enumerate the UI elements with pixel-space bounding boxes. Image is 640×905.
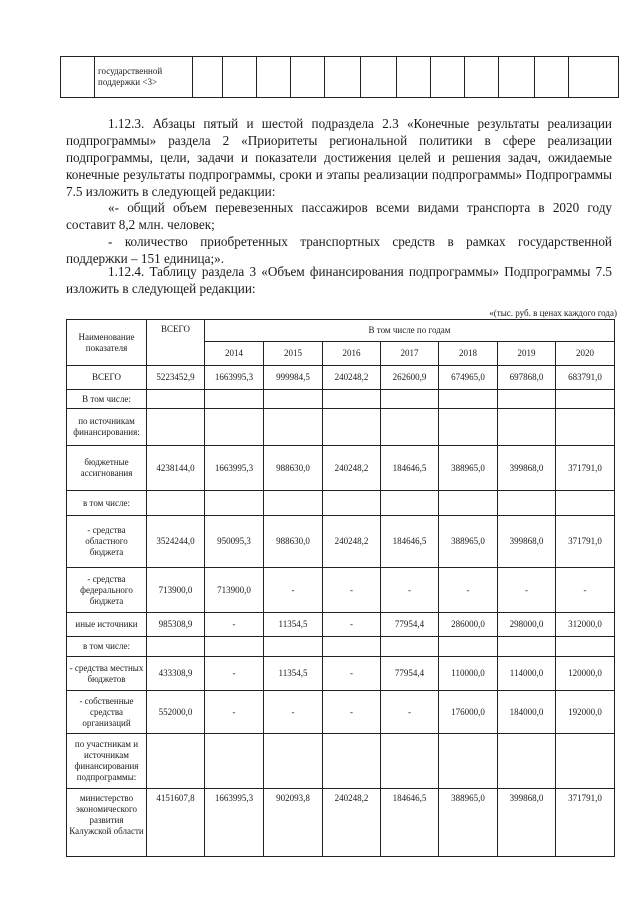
year-value-cell: 399868,0 — [498, 789, 556, 857]
year-value-cell: 312000,0 — [556, 613, 615, 637]
year-value-cell — [498, 390, 556, 409]
year-value-cell: 999984,5 — [264, 366, 323, 390]
year-value-cell: 1663995,3 — [205, 789, 264, 857]
row-total — [147, 491, 205, 516]
year-value-cell — [498, 734, 556, 789]
year-value-cell — [439, 734, 498, 789]
header-total: ВСЕГО — [147, 320, 205, 366]
row-total — [147, 637, 205, 657]
year-value-cell: 240248,2 — [323, 366, 381, 390]
row-label: министерство экономического развития Калужской области — [67, 789, 147, 857]
paragraph-vehicles: - количество приобретенных транспортных средств в рамках государственной поддержки – 151 единица;». — [66, 234, 612, 266]
table-row — [67, 613, 615, 637]
year-value-cell: - — [264, 691, 323, 734]
year-value-cell: 902093,8 — [264, 789, 323, 857]
year-value-cell: - — [556, 568, 615, 613]
year-value-cell — [381, 390, 439, 409]
year-value-cell — [439, 491, 498, 516]
year-value-cell — [205, 637, 264, 657]
table-row — [67, 637, 615, 657]
year-value-cell — [556, 390, 615, 409]
year-value-cell: 77954,4 — [381, 613, 439, 637]
row-total: 4238144,0 — [147, 446, 205, 491]
year-value-cell — [323, 491, 381, 516]
year-value-cell — [205, 390, 264, 409]
year-header: 2020 — [556, 342, 615, 366]
year-header: 2015 — [264, 342, 323, 366]
row-total: 4151607,8 — [147, 789, 205, 857]
year-value-cell: - — [323, 657, 381, 691]
row-label: - средства областного бюджета — [67, 516, 147, 568]
table-row — [67, 390, 615, 409]
year-value-cell — [264, 637, 323, 657]
year-value-cell: 674965,0 — [439, 366, 498, 390]
year-value-cell — [498, 409, 556, 446]
table-body — [67, 366, 615, 857]
year-value-cell — [264, 390, 323, 409]
row-label: - средства федерального бюджета — [67, 568, 147, 613]
row-total — [147, 390, 205, 409]
year-value-cell: 388965,0 — [439, 789, 498, 857]
year-value-cell — [556, 734, 615, 789]
year-value-cell: 298000,0 — [498, 613, 556, 637]
year-value-cell: 120000,0 — [556, 657, 615, 691]
row-total: 713900,0 — [147, 568, 205, 613]
year-value-cell: 713900,0 — [205, 568, 264, 613]
year-value-cell: 240248,2 — [323, 789, 381, 857]
year-value-cell: 110000,0 — [439, 657, 498, 691]
year-value-cell — [205, 491, 264, 516]
year-value-cell — [439, 409, 498, 446]
year-value-cell: 176000,0 — [439, 691, 498, 734]
year-value-cell — [264, 409, 323, 446]
year-value-cell — [205, 734, 264, 789]
year-value-cell: 399868,0 — [498, 516, 556, 568]
paragraph-1-12-3: 1.12.3. Абзацы пятый и шестой подраздела 2.3 «Конечные результаты реализации подпрограммы» раздела 2 «Приоритеты региональной политики в сфере реализации подпрограммы, цели, задачи и показатели достижения целей и решения задач, ожидаемые конечные результаты подпрограммы, сроки и этапы реализации подпрограммы» Подпрограммы 7.5 изложить в следующей редакции: — [66, 116, 612, 199]
paragraph-1-12-4: 1.12.4. Таблицу раздела 3 «Объем финансирования подпрограммы» Подпрограммы 7.5 изложить в следующей редакции: — [66, 264, 612, 296]
row-label: по источникам финансирования: — [67, 409, 147, 446]
year-value-cell: 240248,2 — [323, 446, 381, 491]
row-label: - собственные средства организаций — [67, 691, 147, 734]
row-total: 985308,9 — [147, 613, 205, 637]
year-value-cell — [556, 409, 615, 446]
year-value-cell: 371791,0 — [556, 516, 615, 568]
year-value-cell — [264, 491, 323, 516]
year-header: 2014 — [205, 342, 264, 366]
year-value-cell: - — [381, 691, 439, 734]
table-row — [67, 409, 615, 446]
year-value-cell: 950095,3 — [205, 516, 264, 568]
row-label: в том числе: — [67, 491, 147, 516]
row-total — [147, 409, 205, 446]
year-value-cell — [439, 637, 498, 657]
year-value-cell — [381, 734, 439, 789]
row-total: 3524244,0 — [147, 516, 205, 568]
table-row — [67, 568, 615, 613]
year-value-cell: - — [323, 691, 381, 734]
year-value-cell: - — [205, 613, 264, 637]
fragment-label: государственной поддержки <3> — [95, 57, 193, 98]
year-value-cell: 184646,5 — [381, 789, 439, 857]
year-value-cell — [498, 491, 556, 516]
year-value-cell — [323, 409, 381, 446]
year-value-cell: 988630,0 — [264, 516, 323, 568]
year-value-cell: - — [323, 613, 381, 637]
table-row — [67, 789, 615, 857]
year-value-cell: 371791,0 — [556, 446, 615, 491]
row-total: 5223452,9 — [147, 366, 205, 390]
year-value-cell — [264, 734, 323, 789]
year-value-cell: - — [264, 568, 323, 613]
header-years-group: В том числе по годам — [205, 320, 615, 342]
table-row — [67, 366, 615, 390]
financing-table — [66, 319, 615, 857]
units-note: «(тыс. руб. в ценах каждого года) — [489, 308, 617, 318]
year-value-cell: - — [323, 568, 381, 613]
year-value-cell: - — [498, 568, 556, 613]
year-value-cell: - — [381, 568, 439, 613]
table-row — [67, 516, 615, 568]
year-value-cell: 262600,9 — [381, 366, 439, 390]
year-value-cell — [323, 637, 381, 657]
year-value-cell — [205, 409, 264, 446]
year-value-cell: 114000,0 — [498, 657, 556, 691]
year-value-cell — [381, 409, 439, 446]
row-total: 433308,9 — [147, 657, 205, 691]
year-value-cell — [498, 637, 556, 657]
year-value-cell — [381, 637, 439, 657]
year-value-cell: 192000,0 — [556, 691, 615, 734]
year-header: 2017 — [381, 342, 439, 366]
year-value-cell — [381, 491, 439, 516]
year-value-cell — [323, 390, 381, 409]
table-row — [67, 691, 615, 734]
year-value-cell: - — [205, 691, 264, 734]
year-value-cell: 240248,2 — [323, 516, 381, 568]
row-label: В том числе: — [67, 390, 147, 409]
year-value-cell — [323, 734, 381, 789]
year-value-cell: 371791,0 — [556, 789, 615, 857]
year-value-cell: 388965,0 — [439, 446, 498, 491]
year-value-cell: 77954,4 — [381, 657, 439, 691]
year-header: 2016 — [323, 342, 381, 366]
year-value-cell: 388965,0 — [439, 516, 498, 568]
year-value-cell: 286000,0 — [439, 613, 498, 637]
fragment-cell — [61, 57, 95, 98]
year-value-cell: 11354,5 — [264, 657, 323, 691]
table-row — [67, 491, 615, 516]
paragraph-passengers: «- общий объем перевезенных пассажиров всеми видами транспорта в 2020 году составит 8,2 млн. человек; — [66, 200, 612, 232]
row-label: ВСЕГО — [67, 366, 147, 390]
row-label: бюджетные ассигнования — [67, 446, 147, 491]
row-label: иные источники — [67, 613, 147, 637]
header-indicator-name: Наименование показателя — [67, 320, 147, 366]
year-header: 2019 — [498, 342, 556, 366]
year-value-cell: 184000,0 — [498, 691, 556, 734]
year-header: 2018 — [439, 342, 498, 366]
table-row — [67, 734, 615, 789]
year-value-cell: - — [205, 657, 264, 691]
year-value-cell: 1663995,3 — [205, 366, 264, 390]
year-value-cell — [556, 637, 615, 657]
previous-table-fragment — [60, 56, 619, 98]
row-label: - средства местных бюджетов — [67, 657, 147, 691]
year-value-cell — [439, 390, 498, 409]
table-row — [67, 446, 615, 491]
year-value-cell: 697868,0 — [498, 366, 556, 390]
year-value-cell: 184646,5 — [381, 446, 439, 491]
year-value-cell: - — [439, 568, 498, 613]
year-value-cell: 11354,5 — [264, 613, 323, 637]
table-row — [67, 657, 615, 691]
year-value-cell: 399868,0 — [498, 446, 556, 491]
row-total: 552000,0 — [147, 691, 205, 734]
year-value-cell: 1663995,3 — [205, 446, 264, 491]
row-label: по участникам и источникам финансирования подпрограммы: — [67, 734, 147, 789]
year-value-cell: 184646,5 — [381, 516, 439, 568]
year-value-cell: 683791,0 — [556, 366, 615, 390]
year-value-cell: 988630,0 — [264, 446, 323, 491]
year-value-cell — [556, 491, 615, 516]
row-total — [147, 734, 205, 789]
row-label: в том числе: — [67, 637, 147, 657]
